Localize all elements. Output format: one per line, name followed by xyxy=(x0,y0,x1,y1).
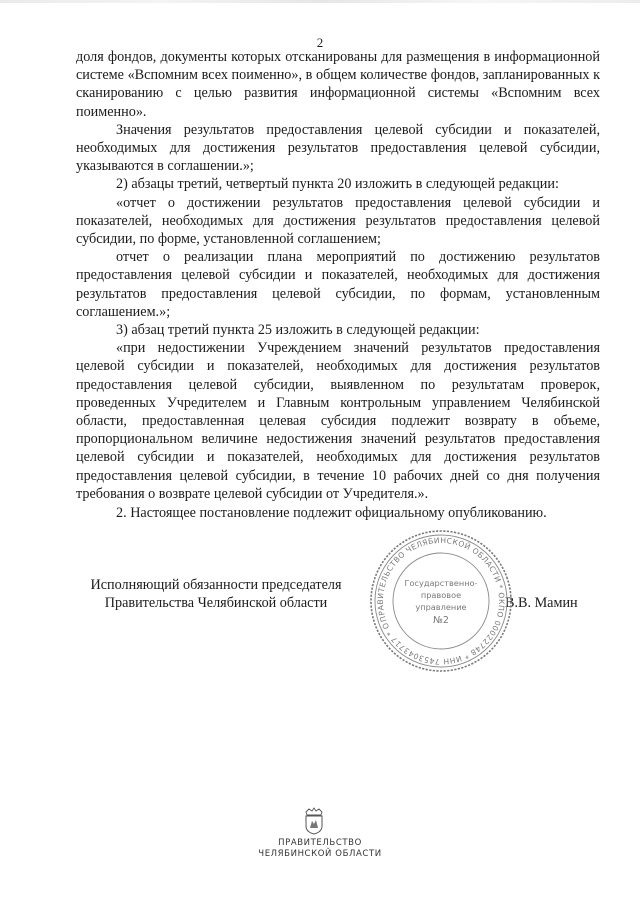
paragraph: доля фондов, документы которых отсканированы для размещения в информационной системе «Вспомним всех поименно», в общем количестве фондов, запланированных к сканированию с целью развития информационной системы «Вспомним всех поименно». xyxy=(76,49,600,120)
scan-artifact xyxy=(0,0,640,3)
stamp-inner-text: управление xyxy=(415,602,467,612)
signatory-title-line: Правительства Челябинской области xyxy=(104,595,328,612)
page-number: 2 xyxy=(316,35,324,50)
footer-line: ЧЕЛЯБИНСКОЙ ОБЛАСТИ xyxy=(258,849,382,859)
svg-text:ПРАВИТЕЛЬСТВО ЧЕЛЯБИНСКОЙ ОБЛА xyxy=(366,526,516,676)
paragraph: 2. Настоящее постановление подлежит официальному опубликованию. xyxy=(116,505,547,522)
stamp-inner-text: №2 xyxy=(433,615,449,626)
signatory-title-line: Исполняющий обязанности председателя xyxy=(90,577,342,593)
paragraph: отчет о реализации плана мероприятий по достижению результатов предоставления целевой субсидии и показателей, необходимых для достижения результатов предоставления целевой субсидии, по формам, установленным соглашением.»; xyxy=(76,249,600,320)
coat-of-arms-icon xyxy=(303,806,325,836)
paragraph: Значения результатов предоставления целевой субсидии и показателей, необходимых для достижения результатов предоставления целевой субсидии, указываются в соглашении.»; xyxy=(76,121,600,175)
footer-organization xyxy=(0,838,640,860)
signatory-title xyxy=(76,576,356,612)
body-text xyxy=(76,48,600,522)
signatory-name: В.В. Мамин xyxy=(505,595,578,611)
paragraph: 3) абзац третий пункта 25 изложить в следующей редакции: xyxy=(116,322,480,339)
stamp-outer-text: ПРАВИТЕЛЬСТВО ЧЕЛЯБИНСКОЙ ОБЛАСТИ * ОКПО 00022748 * ИНН 7453043717 * ОГРН xyxy=(375,535,507,667)
paragraph: «при недостижении Учреждением значений результатов предоставления целевой субсидии и показателей, необходимых для достижения результатов предоставления целевой субсидии, выявленном по результатам проверок, проведенных Учредителем и Главным контрольным управлением Челябинской области, предоставленная целевая субсидия подлежит возврату в объеме, пропорциональном величине недостижения значений результатов предоставления целевой субсидии и показателей, необходимых для достижения результатов предоставления целевой субсидии, в течение 10 рабочих дней со дня получения требования о возврате целевой субсидии от Учредителя.». xyxy=(76,340,600,502)
stamp-inner-text: правовое xyxy=(420,590,462,600)
paragraph: «отчет о достижении результатов предоставления целевой субсидии и показателей, необходимых для достижения результатов предоставления целевой субсидии, по форме, установленной соглашением; xyxy=(76,194,600,248)
stamp-seal-icon xyxy=(366,526,516,676)
footer-line: ПРАВИТЕЛЬСТВО xyxy=(278,838,362,848)
paragraph: 2) абзацы третий, четвертый пункта 20 изложить в следующей редакции: xyxy=(116,176,559,193)
official-stamp xyxy=(366,526,516,676)
stamp-inner-text: Государственно- xyxy=(404,578,478,588)
